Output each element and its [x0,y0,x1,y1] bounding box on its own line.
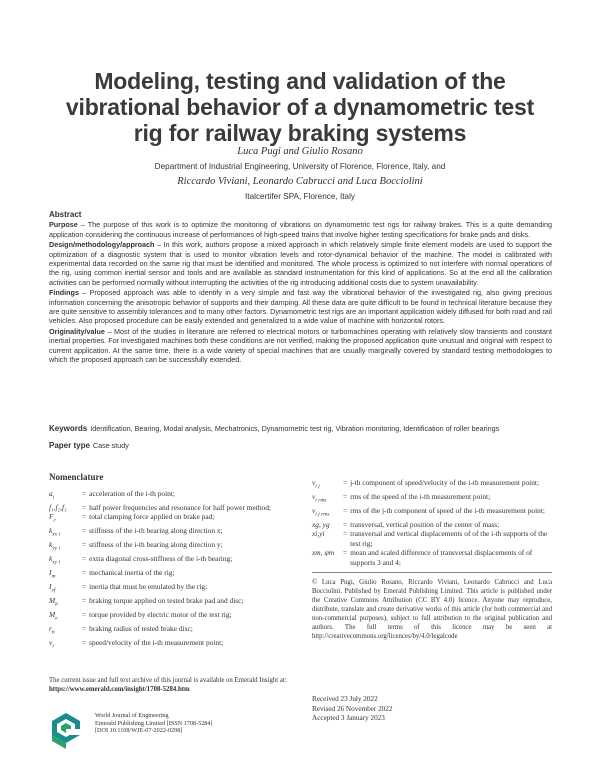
archive-link[interactable]: https://www.emerald.com/insight/1708-5284.htm [49,686,190,693]
findings-text: – Proposed approach was able to identify in a very simple and fast way the vibrational behavior of the investigated rig, also giving precious information concerning the anisotropic behavior of supports and their damping. All these data are quite difficult to be found in technical literature because they are quite sensitive to assembly tolerances and to many other factors. Dynamometric test rigs are an important application widely diffused for both road and rail vehicles. Also proposed procedure can be easily extended and generalized to a wide value of machine with horizontal rotors. [49,288,552,326]
nomenclature-row [49,540,304,554]
archive-note-text: The current issue and full text archive of this journal is available on Emerald Insight at: [49,677,287,684]
equals-sign: = [82,512,87,522]
equals-sign: = [82,540,87,550]
nomenclature-description: stiffness of the i-th bearing along direction y; [89,540,223,550]
nomenclature-right [312,478,552,567]
archive-note [49,676,304,694]
nomenclature-symbol: xm, ψm [312,548,335,558]
nomenclature-description: braking radius of tested brake disc; [89,624,193,634]
nomenclature-description: rms of the j-th component of speed of the i-th measurement point; [350,505,545,515]
nomenclature-row [312,520,552,530]
abstract-purpose [49,220,552,239]
journal-publisher: Emerald Publishing Limited [ISSN 1708-5284] [95,719,213,727]
nomenclature-description: braking torque applied on tested brake pad and disc; [89,596,244,606]
equals-sign: = [82,568,87,578]
purpose-label: Purpose [49,220,78,230]
title-line-3: rig for railway braking systems [133,120,467,146]
nomenclature-row [49,582,304,596]
title-line-1: Modeling, testing and validation of the [94,68,506,94]
nomenclature-description: mechanical inertia of the rig; [89,568,175,578]
equals-sign: = [343,529,348,539]
nomenclature-row [49,503,304,513]
nomenclature-symbol: xi,yi [312,529,325,539]
nomenclature-row [49,624,304,638]
journal-doi: [DOI 10.1108/WJE-07-2022-0298] [95,727,183,735]
nomenclature-description: total clamping force applied on brake pad; [89,512,215,522]
nomenclature-symbol: xg, yg [312,519,330,529]
paper-title [40,68,560,146]
nomenclature-row [49,526,304,540]
nomenclature-row [49,610,304,624]
nomenclature-symbol: $v_{i rms}$ [312,491,327,504]
abstract-findings [49,288,552,326]
nomenclature-row [49,554,304,568]
nomenclature-symbol: $v_{i j rms}$ [312,505,330,518]
nomenclature-description: acceleration of the i-th point; [89,489,175,498]
paper-type-label: Paper type [49,441,90,450]
nomenclature-row [49,489,304,503]
keywords-label: Keywords [49,424,88,433]
license-text: © Luca Pugi, Giulio Rosano, Riccardo Viviani, Leonardo Cabrucci and Luca Bocciolini. Published by Emerald Publishing Limited. This article is published under the Creative Commons Attribution (CC BY 4.0) licence. Anyone may reproduce, distribute, translate and create derivative works of this article (for both commercial and non-commercial purposes), subject to full attribution to the original publication and authors. The full terms of this licence may be seen at http://creativecommons.org/licences/by/4.0/legalcode [312,579,552,640]
equals-sign: = [82,489,87,498]
equals-sign: = [82,610,87,620]
equals-sign: = [343,478,348,487]
equals-sign: = [343,505,348,515]
equals-sign: = [343,548,348,558]
design-text: – In this work, authors propose a mixed approach in which relatively simple finite element models are used to support the optimization of a diagnostic system that is used to monitor vibration levels and rotor-dynamical behavior of the machine. The model is calibrated with experimental data recorded on the same rig that must be identified and monitored. The whole process is optimized to not interfere with normal operations of the rig, using common inertial sensor and tools and are available as standard instrumentation for this kind of applications. So at the end all the calibration activities can be performed normally without interrupting the activities of the rig introducing additional costs due to system unavailability. [49,240,552,287]
nomenclature-description: inertia that must be emulated by the rig; [89,582,208,592]
dates [312,695,552,724]
equals-sign: = [82,582,87,592]
journal-name: World Journal of Engineering [95,712,169,719]
abstract [49,210,552,366]
nomenclature-description: stiffness of the i-th bearing along direction x; [89,526,223,536]
equals-sign: = [82,624,87,634]
nomenclature-description: torque provided by electric motor of the test rig; [89,610,232,620]
nomenclature-description: speed/velocity of the i-th measurement point; [89,638,224,648]
abstract-design [49,240,552,287]
keywords-text: Identification, Bearing, Modal analysis, Mechatronics, Dynamometric test rig, Vibration monitoring, Identification of roller bearings [90,424,500,433]
date-accepted: Accepted 3 January 2023 [312,714,385,722]
equals-sign: = [82,596,87,606]
design-label: Design/methodology/approach [49,240,155,250]
nomenclature-symbol: $v_{i j}$ [312,478,320,490]
nomenclature-symbol: $r_b$ [49,624,55,636]
abstract-originality [49,327,552,365]
equals-sign: = [343,519,348,529]
nomenclature-row [49,512,304,526]
nomenclature-symbol: $k_{yy i}$ [49,540,61,552]
originality-label: Originality/value [49,326,105,336]
nomenclature-symbol: $F_c$ [49,512,56,524]
authors-group-2: Riccardo Viviani, Leonardo Cabrucci and Luca Bocciolini [177,176,423,187]
title-line-2: vibrational behavior of a dynamometric test [65,94,535,120]
nomenclature-symbol: $a_i$ [49,489,55,501]
nomenclature-symbol: $k_{xy i}$ [49,554,61,566]
nomenclature-symbol: $I_{ef}$ [49,582,56,594]
originality-text: – Most of the studies in literature are referred to electrical motors or turbomachines operating with relatively slow transients and constant inertial properties. For investigated machines both these conditions are not verified, making the proposed application quite unusual and original with respect to current application. At the same time, there is a wide variety of special machines that are usually marginally covered by standard testing methodologies to which the proposed approach can be successfully extended. [49,326,552,365]
nomenclature-row [49,596,304,610]
license-divider [312,572,552,573]
equals-sign: = [343,491,348,501]
nomenclature-row [312,478,552,492]
nomenclature-left [49,489,304,652]
nomenclature-description: transversal, vertical position of the center of mass; [350,519,500,529]
nomenclature-row [49,568,304,582]
nomenclature-symbol: $M_e$ [49,610,58,622]
journal-info [95,712,305,735]
nomenclature-description: mean and scaled difference of transversal displacements of of supports 3 and 4; [350,548,533,567]
nomenclature-row [312,548,552,567]
nomenclature-description: transversal and vertical displacements of of the i-th supports of the test rig; [350,529,548,548]
emerald-logo-icon [49,711,83,751]
nomenclature-heading: Nomenclature [49,472,104,482]
nomenclature-row [49,638,304,652]
keywords [49,424,552,433]
equals-sign: = [82,554,87,564]
findings-label: Findings [49,288,79,298]
paper-type-text: Case study [92,441,129,450]
authors-group-1: Luca Pugi and Giulio Rosano [237,146,363,157]
paper-type [49,441,552,450]
nomenclature-description: rms of the speed of the i-th measurement point; [350,491,491,501]
nomenclature-symbol: $v_i$ [49,638,54,650]
nomenclature-symbol: $I_m$ [49,568,56,580]
equals-sign: = [82,638,87,648]
affiliation-2: Italcertifer SPA, Florence, Italy [245,192,355,201]
abstract-heading: Abstract [49,210,82,219]
affiliation-1: Department of Industrial Engineering, University of Florence, Florence, Italy, and [154,162,446,171]
nomenclature-symbol: $M_b$ [49,596,58,608]
nomenclature-description: half power frequencies and resonance for half power method; [89,502,271,512]
nomenclature-symbol: f₁,f₂,f₃ [49,502,67,512]
date-received: Received 23 July 2022 [312,695,378,703]
nomenclature-row [312,529,552,548]
purpose-text: – The purpose of this work is to optimize the monitoring of vibrations on dynamometric test rigs for railway brakes. This is a quite demanding application considering the continuous increase of performances of high-speed trains that involve higher testing specifications for brake pads and disks. [49,220,552,239]
equals-sign: = [82,502,87,512]
nomenclature-description: extra diagonal cross-stiffness of the i-th bearing; [89,554,233,564]
date-revised: Revised 26 November 2022 [312,704,393,713]
nomenclature-row [312,506,552,520]
nomenclature-row [312,492,552,506]
nomenclature-symbol: $k_{xx i}$ [49,526,61,538]
equals-sign: = [82,526,87,536]
nomenclature-description: j-th component of speed/velocity of the i-th measurement point; [350,478,539,487]
